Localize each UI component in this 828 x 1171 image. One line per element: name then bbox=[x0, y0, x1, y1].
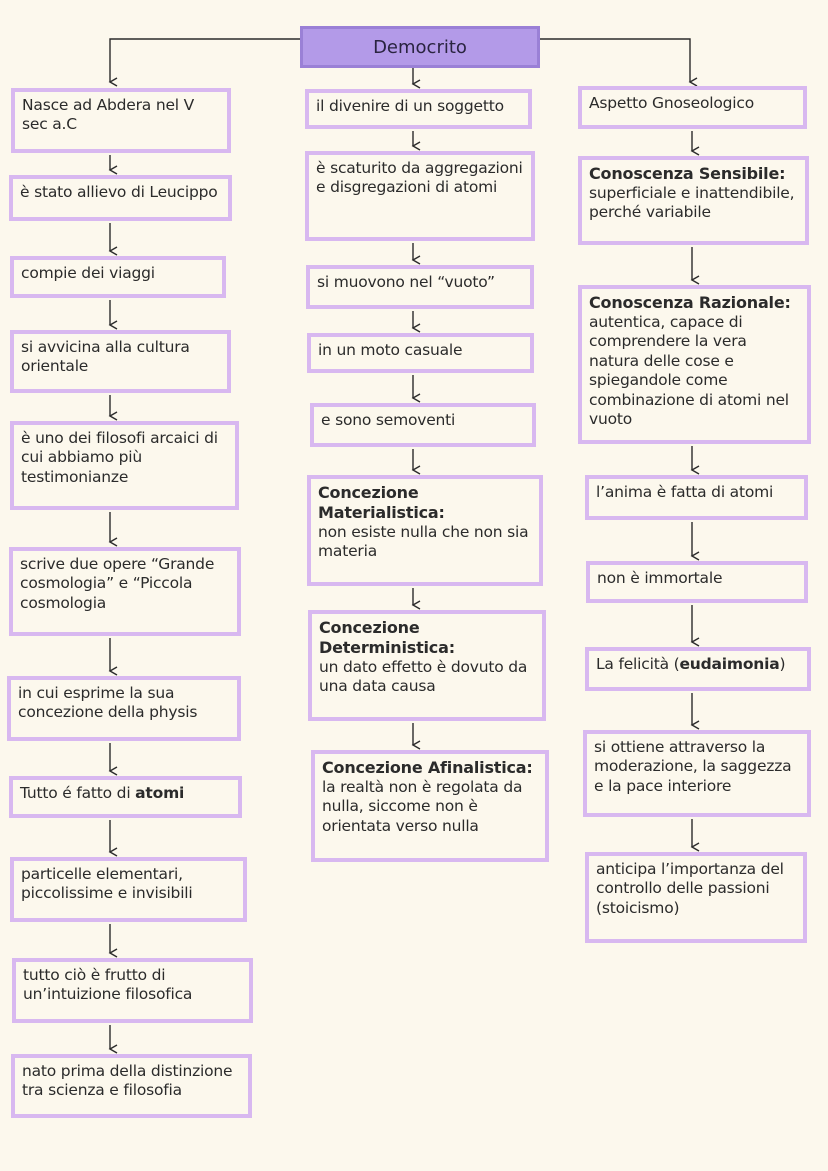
left-node-11-text: nato prima della distinzione tra scienza e filosofia bbox=[22, 1062, 233, 1100]
left-node-8 bbox=[9, 776, 242, 818]
right-node-5-text: non è immortale bbox=[597, 569, 723, 587]
middle-node-7-text: un dato effetto è dovuto da una data causa bbox=[319, 658, 528, 696]
right-node-8-text: anticipa l’importanza del controllo delle passioni (stoicismo) bbox=[596, 860, 784, 917]
left-node-7-text: in cui esprime la sua concezione della physis bbox=[18, 684, 198, 722]
right-node-1-text: Aspetto Gnoseologico bbox=[589, 94, 754, 112]
middle-node-4-text: in un moto casuale bbox=[318, 341, 463, 359]
right-node-4-text: l’anima è fatta di atomi bbox=[596, 483, 774, 501]
middle-node-3 bbox=[306, 265, 534, 309]
left-node-9 bbox=[10, 857, 247, 922]
left-node-4 bbox=[10, 330, 231, 393]
middle-node-8-text: la realtà non è regolata da nulla, siccome non è orientata verso nulla bbox=[322, 778, 523, 835]
middle-node-6-text: non esiste nulla che non sia materia bbox=[318, 523, 529, 561]
middle-node-2-text: è scaturito da aggregazioni e disgregazioni di atomi bbox=[316, 159, 523, 197]
left-node-9-text: particelle elementari, piccolissime e invisibili bbox=[21, 865, 193, 903]
middle-node-8 bbox=[311, 750, 549, 862]
branch-right-line bbox=[540, 39, 690, 82]
left-node-3-text: compie dei viaggi bbox=[21, 264, 155, 282]
branch-left-line bbox=[110, 39, 300, 82]
middle-node-6 bbox=[307, 475, 543, 586]
middle-node-1 bbox=[305, 89, 532, 129]
left-node-2-text: è stato allievo di Leucippo bbox=[20, 183, 218, 201]
left-node-11 bbox=[11, 1054, 252, 1118]
left-node-8-text-pre: Tutto é fatto di bbox=[20, 784, 136, 802]
title-label: Democrito bbox=[373, 36, 467, 58]
left-node-5-text: è uno dei filosofi arcaici di cui abbiamo più testimonianze bbox=[21, 429, 218, 486]
left-node-2 bbox=[9, 175, 232, 221]
middle-node-3-text: si muovono nel “vuoto” bbox=[317, 273, 495, 291]
left-node-10-text: tutto ciò è frutto di un’intuizione filosofica bbox=[23, 966, 193, 1004]
left-node-6-text: scrive due opere “Grande cosmologia” e “Piccola cosmologia bbox=[20, 555, 215, 612]
right-node-6-text-pre: La felicità ( bbox=[596, 655, 680, 673]
right-node-2 bbox=[578, 156, 809, 245]
middle-node-5 bbox=[310, 403, 536, 447]
right-node-6-text-bold: eudaimonia bbox=[679, 655, 780, 673]
middle-node-4 bbox=[307, 333, 534, 373]
right-node-4 bbox=[585, 475, 808, 520]
left-node-8-text-bold: atomi bbox=[135, 784, 185, 802]
right-node-5 bbox=[586, 561, 808, 603]
right-node-2-heading: Conoscenza Sensibile: bbox=[589, 164, 786, 183]
middle-node-5-text: e sono semoventi bbox=[321, 411, 456, 429]
right-node-3-text: autentica, capace di comprendere la vera natura delle cose e spiegandole come combinazione di atomi nel vuoto bbox=[589, 313, 789, 428]
right-node-6 bbox=[585, 647, 811, 691]
left-node-3 bbox=[10, 256, 226, 298]
left-node-6 bbox=[9, 547, 241, 636]
right-node-6-text-post: ) bbox=[779, 655, 786, 673]
middle-node-2 bbox=[305, 151, 535, 241]
left-node-1 bbox=[11, 88, 231, 153]
left-node-4-text: si avvicina alla cultura orientale bbox=[21, 338, 190, 376]
right-node-1 bbox=[578, 86, 807, 129]
middle-node-7 bbox=[308, 610, 546, 721]
right-node-3-heading: Conoscenza Razionale: bbox=[589, 293, 791, 312]
right-node-2-text: superficiale e inattendibile, perché variabile bbox=[589, 184, 795, 222]
middle-node-7-heading: Concezione Deterministica: bbox=[319, 618, 455, 657]
left-node-7 bbox=[7, 676, 241, 741]
left-node-5 bbox=[10, 421, 239, 510]
left-node-10 bbox=[12, 958, 253, 1023]
right-node-7 bbox=[583, 730, 811, 817]
right-node-3 bbox=[578, 285, 811, 444]
middle-node-8-heading: Concezione Afinalistica: bbox=[322, 758, 533, 777]
right-node-7-text: si ottiene attraverso la moderazione, la saggezza e la pace interiore bbox=[594, 738, 792, 795]
title-box bbox=[300, 26, 540, 68]
right-node-8 bbox=[585, 852, 807, 943]
middle-node-1-text: il divenire di un soggetto bbox=[316, 97, 504, 115]
middle-node-6-heading: Concezione Materialistica: bbox=[318, 483, 445, 522]
left-node-1-text: Nasce ad Abdera nel V sec a.C bbox=[22, 96, 195, 134]
